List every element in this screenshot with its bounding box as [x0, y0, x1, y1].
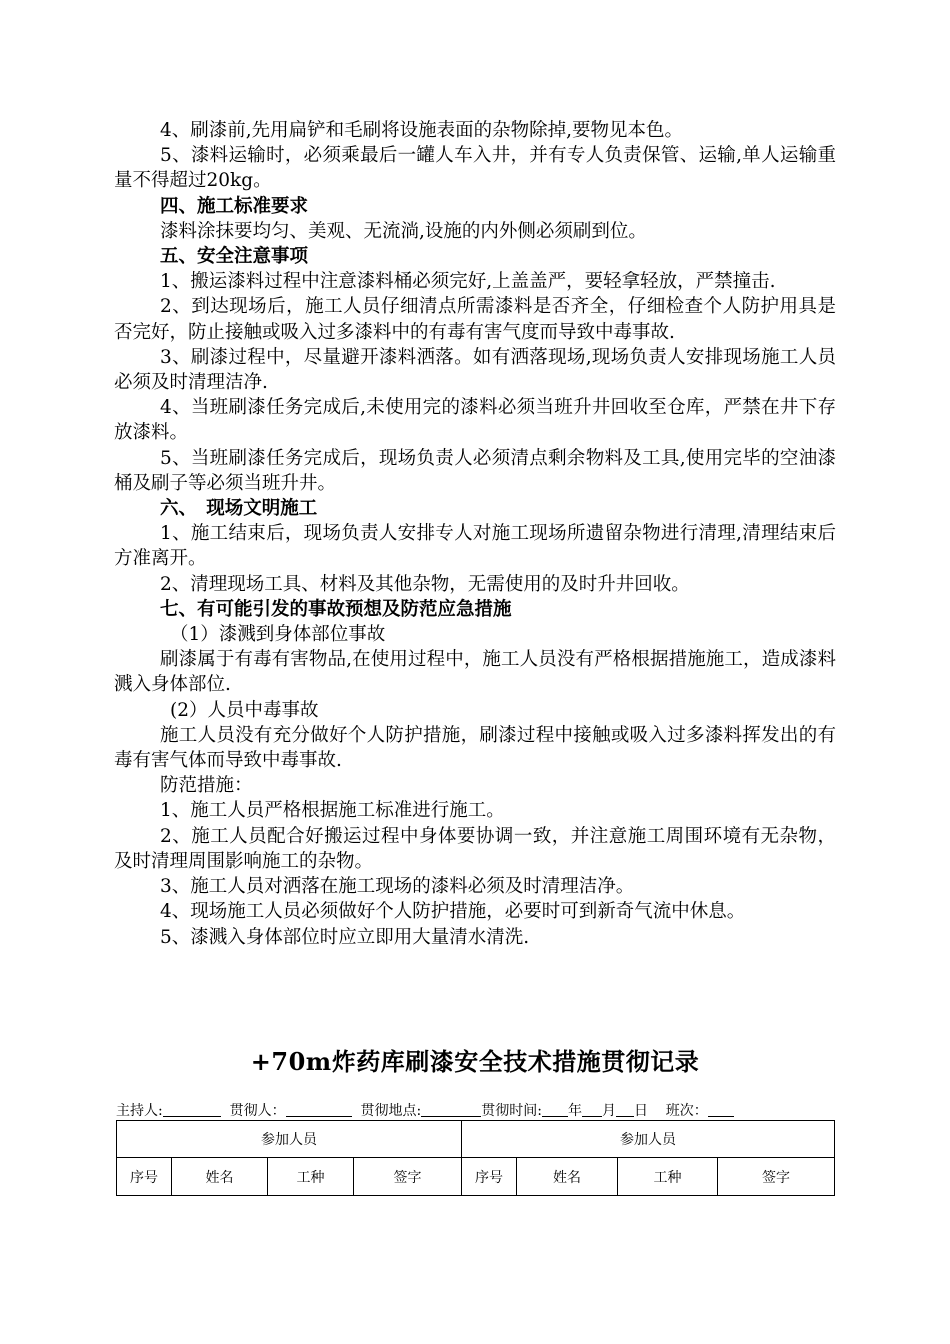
record-title: +70m炸药库刷漆安全技术措施贯彻记录	[250, 1047, 700, 1076]
implementer-blank[interactable]	[286, 1102, 352, 1117]
year-blank[interactable]	[542, 1102, 568, 1117]
col-name-left: 姓名	[172, 1158, 268, 1196]
shift-label: 班次：	[665, 1103, 708, 1119]
col-signature-right: 签字	[718, 1158, 835, 1196]
col-name-right: 姓名	[517, 1158, 618, 1196]
paragraph: 2、到达现场后，施工人员仔细清点所需漆料是否齐全，仔细检查个人防护用具是否完好，防止接触或吸入过多漆料中的有毒有害气度而导致中毒事故.	[114, 296, 836, 343]
record-meta-line	[116, 1100, 836, 1120]
paragraph: 防范措施：	[160, 775, 253, 797]
paragraph: 4、当班刷漆任务完成后,未使用完的漆料必须当班升井回收至仓库，严禁在井下存放漆料。	[114, 397, 836, 444]
section-heading: 五、安全注意事项	[160, 246, 309, 268]
paragraph: （1）漆溅到身体部位事故	[170, 624, 386, 646]
location-label: 贯彻地点:	[360, 1103, 422, 1119]
section-heading: 四、施工标准要求	[160, 195, 309, 217]
col-serial-right: 序号	[462, 1158, 517, 1196]
year-label: 年	[567, 1103, 582, 1119]
implementer-label: 贯彻人：	[229, 1103, 286, 1119]
paragraph: 1、搬运漆料过程中注意漆料桶必须完好,上盖盖严，要轻拿轻放，严禁撞击.	[160, 271, 776, 293]
day-blank[interactable]	[616, 1102, 634, 1117]
month-blank[interactable]	[582, 1102, 602, 1117]
paragraph: 刷漆属于有毒有害物品,在使用过程中，施工人员没有严格根据措施施工，造成漆料溅入身体部位.	[114, 649, 836, 696]
table-header-row	[117, 1121, 835, 1158]
col-serial-left: 序号	[117, 1158, 172, 1196]
document-body	[114, 118, 836, 950]
paragraph: 3、施工人员对洒落在施工现场的漆料必须及时清理洁净。	[160, 876, 635, 898]
attendance-table	[116, 1120, 835, 1196]
attendees-header-right: 参加人员	[462, 1121, 835, 1158]
location-blank[interactable]	[421, 1102, 481, 1117]
paragraph: (2）人员中毒事故	[170, 699, 319, 721]
paragraph: 3、刷漆过程中，尽量避开漆料洒落。如有洒落现场,现场负责人安排现场施工人员必须及时清理洁净.	[114, 346, 836, 394]
day-label: 日	[633, 1103, 648, 1119]
paragraph: 施工人员没有充分做好个人防护措施，刷漆过程中接触或吸入过多漆料挥发出的有毒有害气体而导致中毒事故.	[114, 724, 836, 772]
paragraph: 漆料涂抹要均匀、美观、无流淌,设施的内外侧必须刷到位。	[160, 220, 647, 242]
paragraph: 2、施工人员配合好搬运过程中身体要协调一致，并注意施工周围环境有无杂物，及时清理周围影响施工的杂物。	[114, 825, 836, 872]
paragraph: 5、当班刷漆任务完成后，现场负责人必须清点剩余物料及工具,使用完毕的空油漆桶及刷子等必须当班升井。	[114, 447, 836, 494]
shift-blank[interactable]	[708, 1102, 734, 1117]
month-label: 月	[601, 1103, 616, 1119]
paragraph: 4、刷漆前,先用扁铲和毛刷将设施表面的杂物除掉,要物见本色。	[160, 120, 684, 141]
paragraph: 5、漆溅入身体部位时应立即用大量清水清洗.	[160, 926, 530, 948]
table-column-row	[117, 1158, 835, 1196]
section-heading: 六、 现场文明施工	[160, 498, 318, 520]
host-blank[interactable]	[163, 1102, 221, 1117]
paragraph: 5、漆料运输时，必须乘最后一罐人车入井，并有专人负责保管、运输,单人运输重量不得超过20kg。	[114, 145, 836, 192]
paragraph: 1、施工结束后，现场负责人安排专人对施工现场所遗留杂物进行清理,清理结束后方准离开。	[114, 523, 836, 570]
host-label: 主持人:	[116, 1103, 163, 1119]
paragraph: 2、清理现场工具、材料及其他杂物，无需使用的及时升井回收。	[160, 573, 690, 595]
paragraph: 1、施工人员严格根据施工标准进行施工。	[160, 800, 505, 822]
col-trade-left: 工种	[268, 1158, 354, 1196]
col-signature-left: 签字	[354, 1158, 462, 1196]
paragraph: 4、现场施工人员必须做好个人防护措施，必要时可到新奇气流中休息。	[160, 901, 746, 923]
attendees-header-left: 参加人员	[117, 1121, 462, 1158]
section-heading: 七、有可能引发的事故预想及防范应急措施	[160, 598, 512, 620]
col-trade-right: 工种	[618, 1158, 718, 1196]
time-label: 贯彻时间:	[481, 1103, 542, 1119]
